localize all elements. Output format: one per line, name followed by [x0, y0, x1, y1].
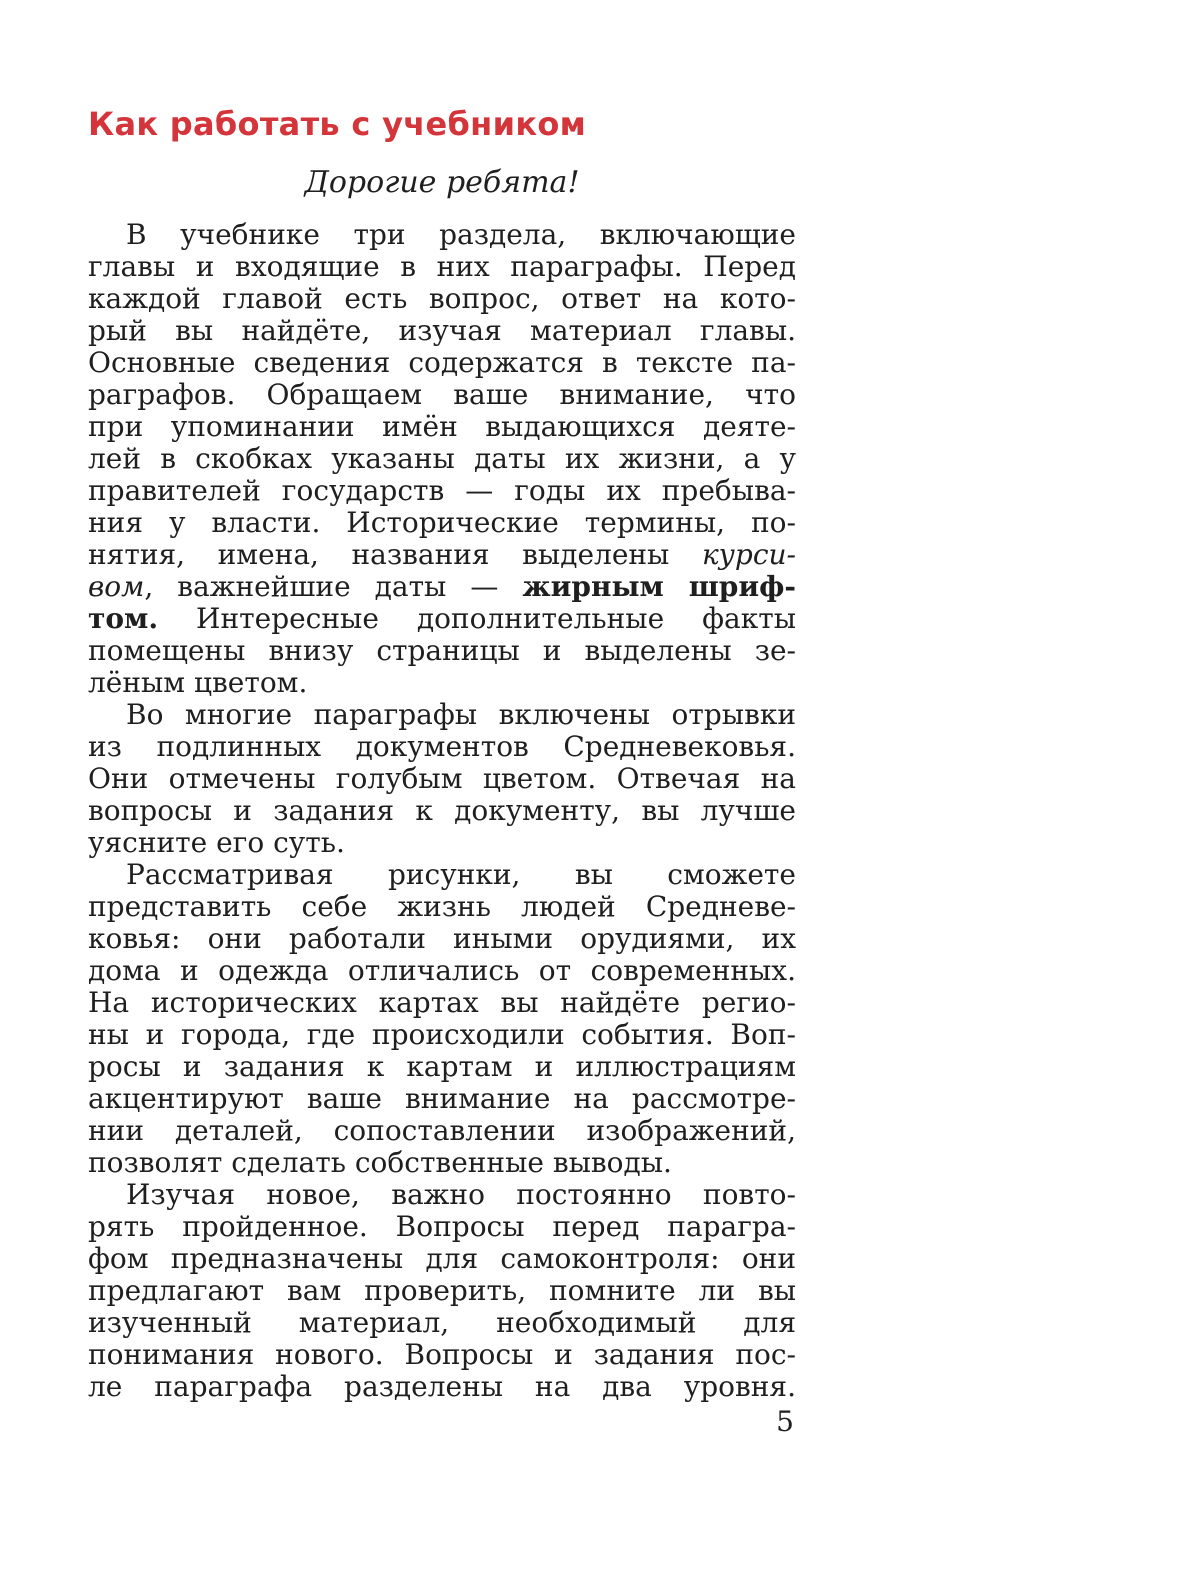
text-line: [88, 1307, 796, 1339]
text-run: позволят сделать собственные выводы.: [88, 1146, 672, 1179]
text-run: том.: [88, 602, 159, 635]
text-line: [88, 443, 796, 475]
text-line: [88, 1083, 796, 1115]
text-line: [88, 795, 796, 827]
text-line: [88, 411, 796, 443]
text-run: ны и города, где происходили события. Воп-: [88, 1018, 796, 1051]
text-line: [88, 667, 796, 699]
text-run: Рассматривая рисунки, вы сможете: [126, 858, 796, 891]
text-run: ковья: они работали иными орудиями, их: [88, 922, 796, 955]
text-run: главы и входящие в них параграфы. Перед: [88, 250, 796, 283]
text-line: [88, 539, 796, 571]
text-line: [88, 347, 796, 379]
text-line: [88, 1275, 796, 1307]
text-line: [88, 763, 796, 795]
text-line: [88, 1243, 796, 1275]
text-run: изученный материал, необходимый для: [88, 1306, 796, 1339]
text-line: [88, 571, 796, 603]
text-line: [88, 1019, 796, 1051]
text-line: [88, 1051, 796, 1083]
text-line: [88, 1371, 796, 1403]
text-line: [88, 379, 796, 411]
text-run: фом предназначены для самоконтроля: они: [88, 1242, 796, 1275]
text-line: [88, 699, 796, 731]
text-run: лёным цветом.: [88, 666, 308, 699]
text-run: курси-: [701, 538, 796, 571]
text-run: Основные сведения содержатся в тексте па-: [88, 346, 796, 379]
text-line: [88, 507, 796, 539]
text-run: уясните его суть.: [88, 826, 345, 859]
text-line: [88, 283, 796, 315]
text-run: правителей государств — годы их пребыва-: [88, 474, 796, 507]
text-line: [88, 923, 796, 955]
text-line: [88, 315, 796, 347]
text-run: при упоминании имён выдающихся деяте-: [88, 410, 796, 443]
text-line: [88, 1339, 796, 1371]
text-line: [88, 1179, 796, 1211]
text-run: Интересные дополнительные факты: [158, 602, 796, 635]
text-run: вом: [88, 570, 145, 603]
text-line: [88, 987, 796, 1019]
text-line: [88, 475, 796, 507]
text-line: [88, 603, 796, 635]
text-run: вопросы и задания к документу, вы лучше: [88, 794, 796, 827]
page-heading: Как работать с учебником: [88, 105, 587, 143]
text-run: из подлинных документов Средневековья.: [88, 730, 796, 763]
text-run: Они отмечены голубым цветом. Отвечая на: [88, 762, 796, 795]
page-subtitle: Дорогие ребята!: [304, 165, 580, 200]
text-run: нии деталей, сопоставлении изображений,: [88, 1114, 796, 1147]
text-run: ле параграфа разделены на два уровня.: [88, 1370, 796, 1403]
text-run: рять пройденное. Вопросы перед парагра-: [88, 1210, 796, 1243]
text-run: , важнейшие даты —: [144, 570, 523, 603]
page-number: 5: [776, 1405, 794, 1438]
text-line: [88, 635, 796, 667]
text-line: [88, 1211, 796, 1243]
text-line: [88, 731, 796, 763]
content-column: [88, 0, 796, 1592]
text-run: рый вы найдёте, изучая материал главы.: [88, 314, 796, 347]
text-run: Изучая новое, важно постоянно повто-: [126, 1178, 796, 1211]
text-run: лей в скобках указаны даты их жизни, а у: [88, 442, 796, 475]
text-run: каждой главой есть вопрос, ответ на кото-: [88, 282, 796, 315]
text-line: [88, 859, 796, 891]
text-line: [88, 251, 796, 283]
text-run: В учебнике три раздела, включающие: [126, 218, 796, 251]
text-run: представить себе жизнь людей Средневе-: [88, 890, 796, 923]
text-line: [88, 827, 796, 859]
text-run: росы и задания к картам и иллюстрациям: [88, 1050, 796, 1083]
body-text: [88, 219, 796, 1403]
text-line: [88, 955, 796, 987]
text-line: [88, 219, 796, 251]
text-run: ния у власти. Исторические термины, по-: [88, 506, 796, 539]
text-line: [88, 891, 796, 923]
text-run: понимания нового. Вопросы и задания пос-: [88, 1338, 796, 1371]
text-line: [88, 1115, 796, 1147]
text-run: Во многие параграфы включены отрывки: [126, 698, 796, 731]
text-run: раграфов. Обращаем ваше внимание, что: [88, 378, 796, 411]
text-run: дома и одежда отличались от современных.: [88, 954, 796, 987]
text-line: [88, 1147, 796, 1179]
text-run: акцентируют ваше внимание на рассмотре-: [88, 1082, 796, 1115]
text-run: помещены внизу страницы и выделены зе-: [88, 634, 796, 667]
text-run: нятия, имена, названия выделены: [88, 538, 702, 571]
text-run: жирным шриф-: [522, 570, 796, 603]
text-run: предлагают вам проверить, помните ли вы: [88, 1274, 796, 1307]
text-run: На исторических картах вы найдёте регио-: [88, 986, 796, 1019]
